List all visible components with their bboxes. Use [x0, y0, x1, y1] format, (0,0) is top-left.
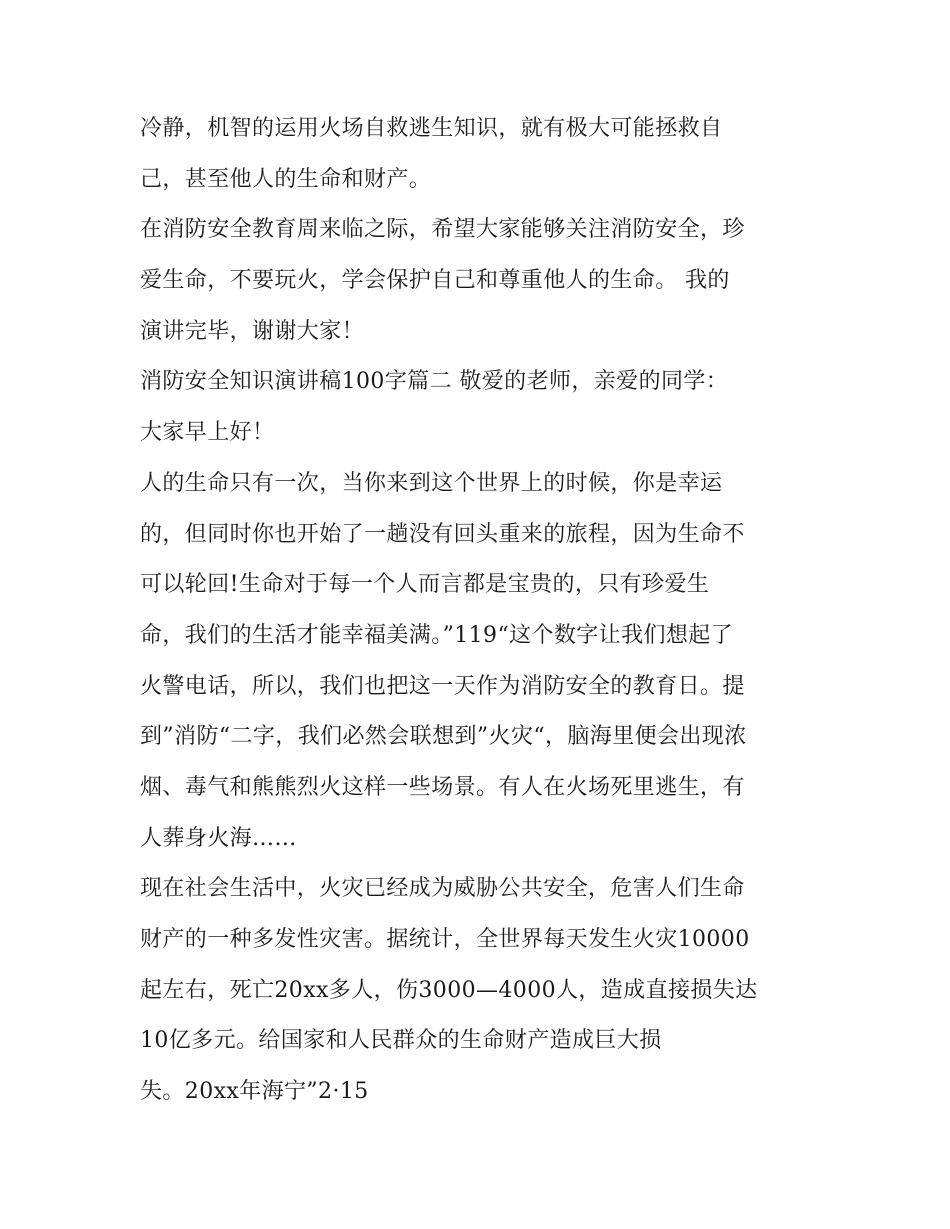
text-line: 起左右，死亡20xx多人，伤3000—4000人，造成直接损失达 [140, 977, 758, 1003]
text-line: 人的生命只有一次，当你来到这个世界上的时候，你是幸运 [140, 470, 723, 496]
text-line: 火警电话，所以，我们也把这一天作为消防安全的教育日。提 [140, 673, 745, 699]
text-line: 可以轮回!生命对于每一个人而言都是宝贵的，只有珍爱生 [140, 572, 710, 598]
text-line: 人葬身火海…… [140, 825, 297, 851]
text-line: 在消防安全教育周来临之际，希望大家能够关注消防安全，珍 [140, 217, 745, 243]
text-line: 冷静，机智的运用火场自救逃生知识，就有极大可能拯救自 [140, 116, 723, 141]
text-line: 现在社会生活中，火灾已经成为威胁公共安全，危害人们生命 [140, 876, 745, 902]
text-line: 烟、毒气和熊熊烈火这样一些场景。有人在火场死里逃生，有 [140, 774, 745, 800]
text-line: 10亿多元。给国家和人民群众的生命财产造成巨大损 [140, 1028, 662, 1054]
text-line: 命，我们的生活才能幸福美满。”119“这个数字让我们想起了 [140, 622, 734, 648]
section-heading: 消防安全知识演讲稿100字篇二 敬爱的老师，亲爱的同学： [140, 369, 729, 395]
text-line: 己，甚至他人的生命和财产。 [140, 166, 432, 192]
text-line: 到”消防“二字，我们必然会联想到”火灾“，脑海里便会出现浓 [140, 724, 747, 750]
text-line: 演讲完毕，谢谢大家！ [140, 318, 365, 344]
text-line: 失。20xx年海宁”2·15 [140, 1079, 369, 1105]
text-line: 爱生命，不要玩火，学会保护自己和尊重他人的生命。 我的 [140, 268, 730, 294]
text-line: 财产的一种多发性灾害。据统计，全世界每天发生火灾10000 [140, 927, 750, 952]
text-line: 的，但同时你也开始了一趟没有回头重来的旅程，因为生命不 [140, 521, 745, 547]
speech-text [140, 104, 820, 1118]
greeting-line: 大家早上好！ [140, 420, 275, 446]
